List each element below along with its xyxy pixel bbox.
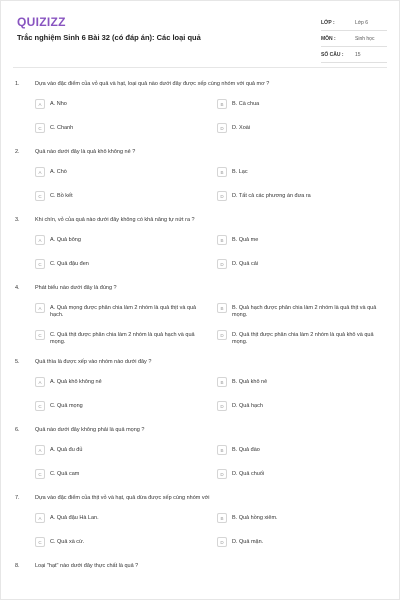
option-letter-badge: B [217, 303, 227, 313]
question-header [1, 491, 400, 511]
option-row [1, 189, 400, 213]
option-text: C. Quả thịt được phân chia làm 2 nhóm là quả hạch và quả mọng. [50, 332, 195, 345]
option-text: D. Quả mận. [232, 539, 264, 545]
option-c[interactable] [35, 330, 205, 346]
option-row [1, 165, 400, 189]
question-number: 6. [15, 427, 20, 433]
question-header [1, 77, 400, 97]
meta-key: MÔN : [321, 35, 336, 42]
option-letter-badge: B [217, 235, 227, 245]
option-letter-badge: A [35, 513, 45, 523]
option-text: C. Quả mọng [50, 403, 83, 409]
option-letter-badge: D [217, 469, 227, 479]
option-text: A. Chò [50, 169, 67, 175]
question-header [1, 281, 400, 301]
option-b[interactable] [217, 99, 387, 109]
question-text: Quả thìa là được xếp vào nhóm nào dưới đây ? [35, 359, 152, 365]
option-letter-badge: C [35, 537, 45, 547]
option-letter-badge: B [217, 167, 227, 177]
option-text: B. Quả khô nẻ [232, 379, 268, 385]
option-row [1, 328, 400, 355]
question-number: 4. [15, 285, 20, 291]
option-text: A. Quả mọng được phân chia làm 2 nhóm là quả thịt và quả hạch. [50, 305, 197, 318]
question-header [1, 145, 400, 165]
option-a[interactable] [35, 235, 205, 245]
option-c[interactable] [35, 259, 205, 269]
meta-row-count [321, 47, 387, 63]
option-letter-badge: A [35, 377, 45, 387]
question-item [1, 559, 400, 579]
option-letter-badge: B [217, 377, 227, 387]
option-text: A. Quả đậu Hà Lan. [50, 515, 99, 521]
option-row [1, 301, 400, 328]
option-letter-badge: C [35, 330, 45, 340]
question-item [1, 77, 400, 145]
option-text: A. Quả đu đủ [50, 447, 83, 453]
question-number: 1. [15, 81, 20, 87]
option-d[interactable] [217, 537, 387, 547]
option-text: B. Quả me [232, 237, 259, 243]
option-text: B. Lạc [232, 169, 248, 175]
option-text: B. Quả hạch được phân chia làm 2 nhóm là quả thịt và quả mọng. [232, 305, 377, 318]
option-a[interactable] [35, 513, 205, 523]
question-header [1, 355, 400, 375]
option-a[interactable] [35, 445, 205, 455]
question-item [1, 423, 400, 491]
option-letter-badge: C [35, 259, 45, 269]
option-letter-badge: B [217, 513, 227, 523]
option-letter-badge: D [217, 191, 227, 201]
question-item [1, 213, 400, 281]
question-number: 2. [15, 149, 20, 155]
option-b[interactable] [217, 235, 387, 245]
option-text: D. Tất cả các phương án đưa ra [232, 193, 311, 199]
option-row [1, 257, 400, 281]
option-letter-badge: B [217, 445, 227, 455]
option-row [1, 535, 400, 559]
question-text: Loại "hạt" nào dưới đây thực chất là quả ? [35, 563, 139, 569]
option-text: C. Quả xà cừ. [50, 539, 85, 545]
question-header [1, 423, 400, 443]
question-text: Khi chín, vỏ của quả nào dưới đây không có khả năng tự nứt ra ? [35, 217, 195, 223]
option-letter-badge: C [35, 401, 45, 411]
question-item [1, 491, 400, 559]
question-text: Quả nào dưới đây không phải là quả mọng ? [35, 427, 145, 433]
option-row [1, 399, 400, 423]
option-b[interactable] [217, 513, 387, 523]
question-header [1, 213, 400, 233]
question-item [1, 145, 400, 213]
option-c[interactable] [35, 191, 205, 201]
option-text: B. Cà chua [232, 101, 260, 107]
option-text: D. Xoài [232, 125, 251, 131]
option-d[interactable] [217, 259, 387, 269]
meta-table [321, 15, 387, 63]
question-text: Dựa vào đặc điểm của thịt vỏ và hạt, quả dừa được xếp cùng nhóm với [35, 495, 210, 501]
option-c[interactable] [35, 469, 205, 479]
option-b[interactable] [217, 303, 387, 319]
option-b[interactable] [217, 377, 387, 387]
option-letter-badge: A [35, 303, 45, 313]
option-text: A. Nho [50, 101, 67, 107]
option-c[interactable] [35, 401, 205, 411]
meta-key: LỚP : [321, 19, 335, 26]
option-letter-badge: D [217, 401, 227, 411]
option-text: C. Quả đậu đen [50, 261, 89, 267]
option-a[interactable] [35, 303, 205, 319]
option-text: D. Quả thịt được phân chia làm 2 nhóm là quả khô và quả mọng. [232, 332, 374, 345]
question-header [1, 559, 400, 579]
option-row [1, 97, 400, 121]
option-letter-badge: D [217, 330, 227, 340]
option-letter-badge: A [35, 167, 45, 177]
option-text: A. Quả bông [50, 237, 81, 243]
option-row [1, 443, 400, 467]
option-row [1, 467, 400, 491]
option-text: D. Quả cải [232, 261, 258, 267]
option-letter-badge: C [35, 469, 45, 479]
option-letter-badge: B [217, 99, 227, 109]
option-letter-badge: C [35, 123, 45, 133]
option-b[interactable] [217, 167, 387, 177]
option-row [1, 233, 400, 257]
option-d[interactable] [217, 401, 387, 411]
question-text: Dựa vào đặc điểm của vỏ quả và hạt, loại quả nào dưới đây được xếp cùng nhóm với quả mơ ? [35, 81, 270, 87]
question-number: 5. [15, 359, 20, 365]
question-list [1, 77, 400, 579]
quizizz-logo: QUIZIZZ [17, 15, 66, 29]
option-d[interactable] [217, 330, 387, 346]
option-letter-badge: C [35, 191, 45, 201]
option-row [1, 121, 400, 145]
question-number: 7. [15, 495, 20, 501]
option-letter-badge: D [217, 259, 227, 269]
option-text: C. Quả cam [50, 471, 80, 477]
question-item [1, 281, 400, 355]
question-text: Phát biểu nào dưới đây là đúng ? [35, 285, 117, 291]
option-text: B. Quả hồng xiêm. [232, 515, 278, 521]
meta-value: 15 [355, 51, 361, 58]
option-row [1, 375, 400, 399]
option-text: A. Quả khô không nẻ [50, 379, 102, 385]
option-text: D. Quả chuối [232, 471, 265, 477]
option-a[interactable] [35, 167, 205, 177]
option-row [1, 511, 400, 535]
question-number: 8. [15, 563, 20, 569]
option-letter-badge: A [35, 99, 45, 109]
meta-row-subject [321, 31, 387, 47]
option-b[interactable] [217, 445, 387, 455]
page-title: Trắc nghiệm Sinh 6 Bài 32 (có đáp án): Các loại quả [17, 33, 201, 42]
option-d[interactable] [217, 123, 387, 133]
option-d[interactable] [217, 469, 387, 479]
option-letter-badge: A [35, 235, 45, 245]
option-text: C. Bồ kết [50, 193, 73, 199]
meta-value: Lớp 6 [355, 19, 369, 26]
option-letter-badge: D [217, 537, 227, 547]
option-a[interactable] [35, 99, 205, 109]
question-text: Quả nào dưới đây là quả khô không nẻ ? [35, 149, 136, 155]
option-letter-badge: D [217, 123, 227, 133]
meta-row-grade [321, 15, 387, 31]
meta-value: Sinh học [355, 35, 375, 42]
option-text: D. Quả hạch [232, 403, 263, 409]
meta-key: SỐ CÂU : [321, 51, 344, 58]
option-text: B. Quả đào [232, 447, 260, 453]
question-number: 3. [15, 217, 20, 223]
option-a[interactable] [35, 377, 205, 387]
option-c[interactable] [35, 537, 205, 547]
option-letter-badge: A [35, 445, 45, 455]
question-item [1, 355, 400, 423]
option-c[interactable] [35, 123, 205, 133]
option-d[interactable] [217, 191, 387, 201]
option-text: C. Chanh [50, 125, 74, 131]
header-divider [13, 67, 387, 68]
